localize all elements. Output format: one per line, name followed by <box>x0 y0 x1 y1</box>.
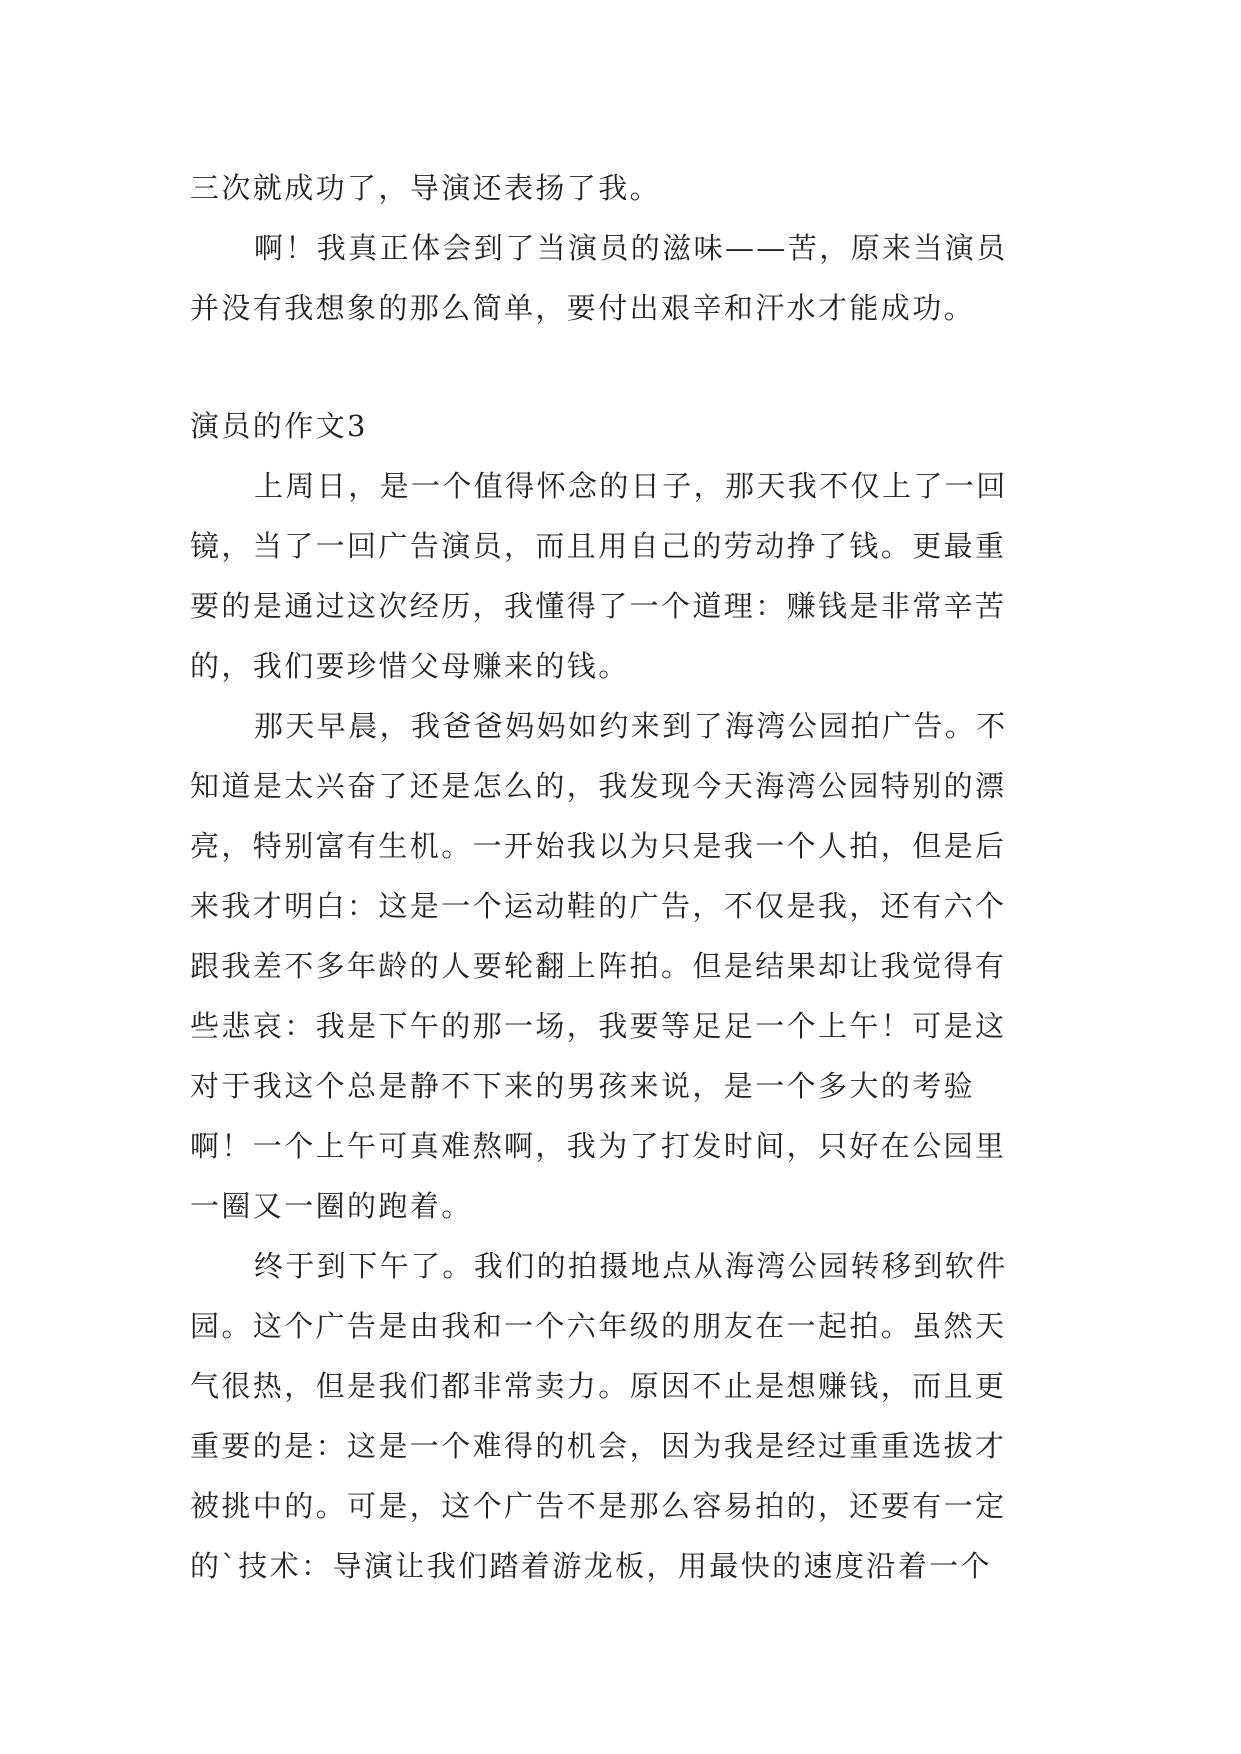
text-line: 气很热，但是我们都非常卖力。原因不止是想赚钱，而且更 <box>190 1369 1007 1403</box>
paragraph-first-line: 上周日，是一个值得怀念的日子，那天我不仅上了一回 <box>254 469 1008 503</box>
text-line: 三次就成功了，导演还表扬了我。 <box>190 171 662 205</box>
document-body <box>190 158 1060 1596</box>
text-line: 知道是太兴奋了还是怎么的，我发现今天海湾公园特别的漂 <box>190 769 1007 803</box>
text-line: 重要的是：这是一个难得的机会，因为我是经过重重选拔才 <box>190 1429 1007 1463</box>
text-line: 亮，特别富有生机。一开始我以为只是我一个人拍，但是后 <box>190 829 1007 863</box>
text-line: 镜，当了一回广告演员，而且用自己的劳动挣了钱。更最重 <box>190 529 1007 563</box>
text-line: 跟我差不多年龄的人要轮翻上阵拍。但是结果却让我觉得有 <box>190 949 1007 983</box>
text-line: 些悲哀：我是下午的那一场，我要等足足一个上午！可是这 <box>190 1009 1007 1043</box>
text-line: 啊！一个上午可真难熬啊，我为了打发时间，只好在公园里 <box>190 1129 1007 1163</box>
text-line: 对于我这个总是静不下来的男孩来说，是一个多大的考验 <box>190 1069 976 1103</box>
text-line: 要的是通过这次经历，我懂得了一个道理：赚钱是非常辛苦 <box>190 589 1007 623</box>
text-line: 并没有我想象的那么简单，要付出艰辛和汗水才能成功。 <box>190 291 976 325</box>
paragraph-first-line: 终于到下午了。我们的拍摄地点从海湾公园转移到软件 <box>254 1249 1008 1283</box>
text-line: 的，我们要珍惜父母赚来的钱。 <box>190 649 630 683</box>
text-line: 一圈又一圈的跑着。 <box>190 1189 473 1223</box>
text-line: 来我才明白：这是一个运动鞋的广告，不仅是我，还有六个 <box>190 889 1007 923</box>
section-gap <box>190 338 1060 396</box>
section-title: 演员的作文3 <box>190 409 368 443</box>
text-line: 园。这个广告是由我和一个六年级的朋友在一起拍。虽然天 <box>190 1309 1007 1343</box>
paragraph-first-line: 那天早晨，我爸爸妈妈如约来到了海湾公园拍广告。不 <box>254 709 1008 743</box>
text-line: 被挑中的。可是，这个广告不是那么容易拍的，还要有一定 <box>190 1489 1007 1523</box>
paragraph-first-line: 啊！我真正体会到了当演员的滋味——苦，原来当演员 <box>254 231 1008 265</box>
text-line: 的`技术：导演让我们踏着游龙板，用最快的速度沿着一个 <box>190 1549 992 1583</box>
